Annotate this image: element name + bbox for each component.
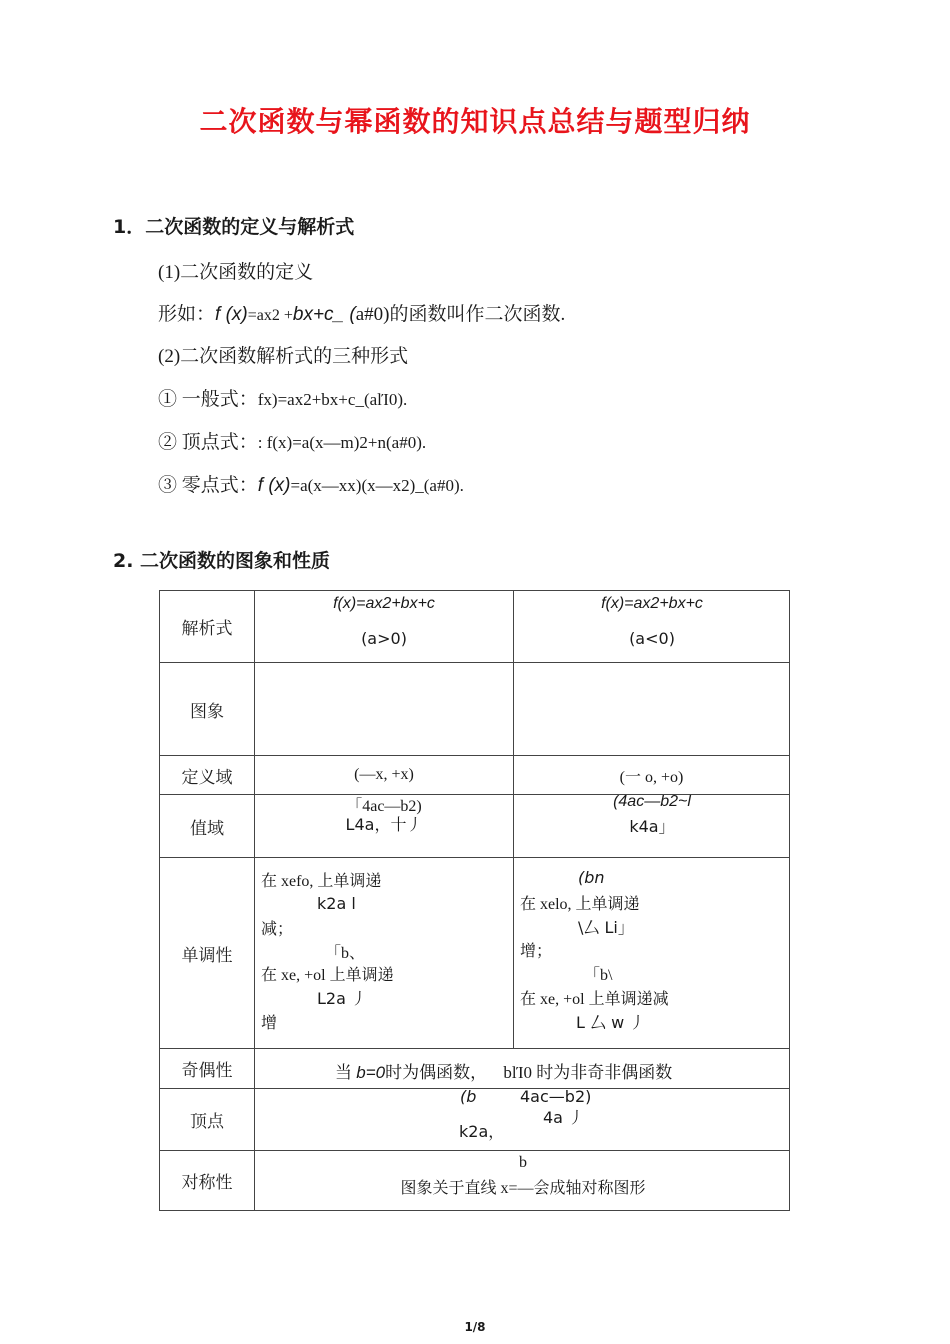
- section1-heading: 1．二次函数的定义与解析式: [113, 216, 355, 238]
- mono-pos-line: 在 xe, +ol 上单调递: [261, 967, 394, 984]
- form-zero: [158, 470, 464, 497]
- form-general-label: ① 一般式：: [158, 389, 258, 410]
- header-col-positive-cond: (a>0): [361, 629, 407, 648]
- symmetry-label: 对称性: [160, 1151, 255, 1211]
- section2-heading: 2. 二次函数的图象和性质: [113, 550, 331, 572]
- range-positive: [255, 795, 514, 858]
- vertex-value: [255, 1089, 790, 1151]
- parity-part-c: 时为偶函数，: [385, 1063, 488, 1082]
- properties-table: [159, 590, 790, 1211]
- form-vertex-expr: : f(x)=a(x—m)2+n(a#0).: [257, 433, 427, 452]
- header-col-negative: [514, 591, 790, 663]
- table-row-graph: [160, 663, 790, 756]
- graph-cell-positive: [255, 663, 514, 756]
- mono-neg-line: 在 xe, +ol 上单调递减: [520, 991, 669, 1008]
- form-zero-expr: =a(x—xx)(x—x2)_(a#0).: [290, 476, 464, 495]
- form-general-expr: fx)=ax2+bx+c_(alΊ0).: [257, 390, 408, 409]
- vertex-l1b: 4ac—b2): [520, 1089, 592, 1106]
- table-row-header: [160, 591, 790, 663]
- symmetry-line1: b: [519, 1154, 527, 1171]
- form-zero-label: ③ 零点式：: [158, 475, 258, 496]
- vertex-l2b: 4a 丿: [543, 1108, 585, 1127]
- definition-formula-f: f (x): [215, 304, 248, 325]
- mono-pos-line: 在 xefo, 上单调递: [261, 873, 382, 890]
- definition-prefix: 形如：: [158, 304, 216, 325]
- domain-label: 定义域: [160, 756, 255, 795]
- vertex-label: 顶点: [160, 1089, 255, 1151]
- header-col-positive: [255, 591, 514, 663]
- parity-line: [335, 1058, 672, 1083]
- table-row-parity: [160, 1049, 790, 1089]
- mono-neg-line: 「b\: [584, 967, 613, 984]
- graph-label: 图象: [160, 663, 255, 756]
- range-label: 值域: [160, 795, 255, 858]
- vertex-l1a: (b: [460, 1089, 477, 1106]
- mono-pos-line: 增: [261, 1015, 278, 1032]
- domain-positive: (—x, +x): [255, 756, 514, 795]
- monotonicity-label: 单调性: [160, 858, 255, 1049]
- page-title: 二次函数与幂函数的知识点总结与题型归纳: [199, 105, 751, 138]
- mono-pos-line: 「b、: [325, 945, 366, 962]
- symmetry-line2: 图象关于直线 x=—会成轴对称图形: [400, 1180, 646, 1197]
- definition-text: [158, 299, 565, 326]
- parity-part-d: blΊ0 时为非奇非偶函数: [503, 1063, 673, 1082]
- mono-pos-line: L2a 丿: [317, 989, 367, 1008]
- parity-text: [255, 1049, 790, 1089]
- domain-negative: (一 o, +o): [514, 756, 790, 795]
- page-number: 1/8: [464, 1320, 486, 1334]
- mono-pos-line: 减；: [261, 921, 294, 938]
- form-vertex-label: ② 顶点式：: [158, 432, 258, 453]
- monotonicity-negative: [514, 858, 790, 1049]
- range-positive-line1: 「4ac—b2): [346, 798, 422, 815]
- range-negative-line1: (4ac—b2~l: [613, 795, 691, 810]
- table-row-domain: [160, 756, 790, 795]
- parity-label: 奇偶性: [160, 1049, 255, 1089]
- definition-formula-tail: a#0)的函数叫作二次函数.: [355, 304, 566, 325]
- mono-neg-line: 在 xelo, 上单调递: [520, 896, 640, 913]
- definition-formula-bxc: bx+c_ (: [292, 304, 356, 325]
- mono-neg-line: (bn: [578, 868, 605, 887]
- monotonicity-positive: [255, 858, 514, 1049]
- range-positive-line2: L4a，十丿: [345, 815, 423, 834]
- form-general: [158, 384, 407, 411]
- form-vertex: [158, 427, 426, 454]
- table-row-range: [160, 795, 790, 858]
- range-negative: [514, 795, 790, 858]
- symmetry-value: [255, 1151, 790, 1211]
- header-col-negative-formula: f(x)=ax2+bx+c: [601, 595, 703, 612]
- range-negative-line2: k4a」: [629, 817, 675, 836]
- header-col-positive-formula: f(x)=ax2+bx+c: [333, 595, 435, 612]
- parity-part-b: b=0: [356, 1063, 386, 1082]
- table-row-vertex: [160, 1089, 790, 1151]
- definition-label: (1)二次函数的定义: [158, 262, 314, 283]
- table-row-symmetry: [160, 1151, 790, 1211]
- form-zero-f: f (x): [257, 475, 291, 496]
- mono-neg-line: L 厶 w 丿: [576, 1013, 646, 1032]
- mono-neg-line: 增；: [520, 943, 553, 960]
- parity-part-a: 当: [335, 1063, 352, 1082]
- header-label: 解析式: [160, 591, 255, 663]
- mono-neg-line: \厶 Li」: [578, 918, 634, 937]
- definition-formula-rest: =ax2 +: [247, 307, 293, 324]
- table-row-monotonicity: [160, 858, 790, 1049]
- forms-label: (2)二次函数解析式的三种形式: [158, 346, 409, 367]
- graph-cell-negative: [514, 663, 790, 756]
- mono-pos-line: k2a l: [317, 894, 356, 913]
- header-col-negative-cond: (a<0): [629, 629, 675, 648]
- vertex-l2a: k2a，: [459, 1122, 505, 1141]
